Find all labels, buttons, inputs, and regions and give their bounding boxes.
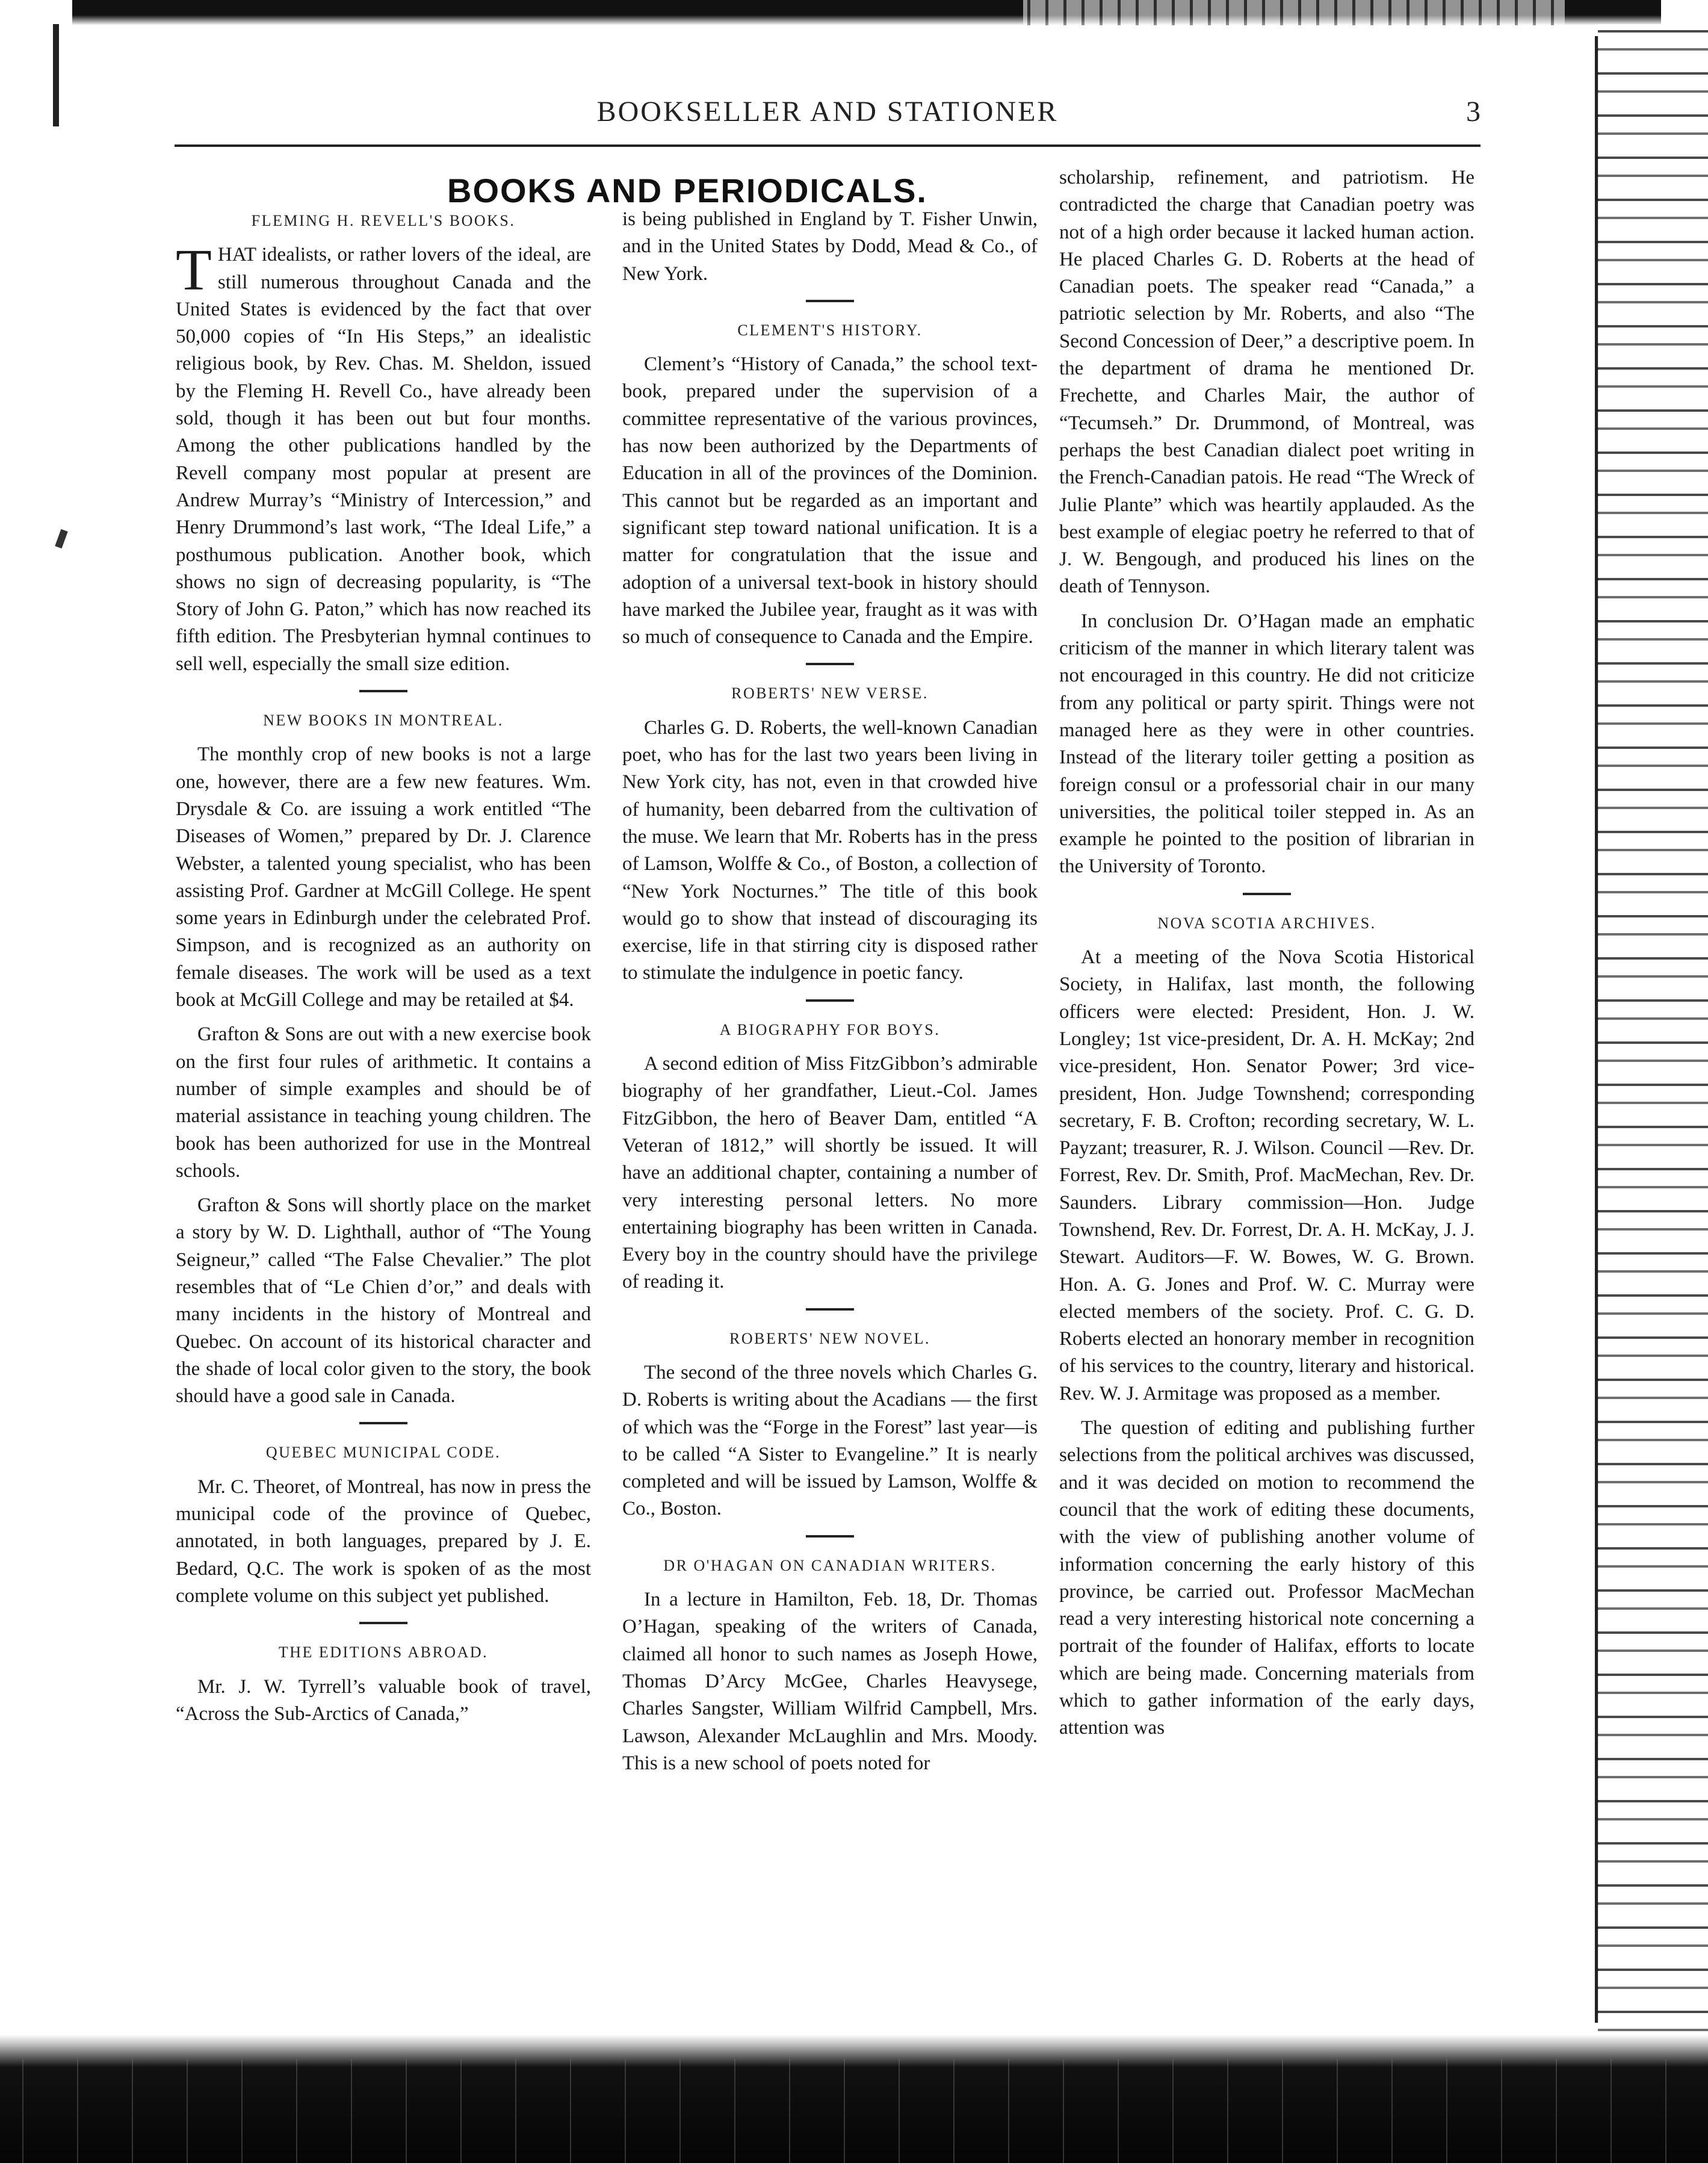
paragraph: A second edition of Miss FitzGibbon’s admirable biography of her grandfather, Lieut.-Col. James FitzGibbon, the hero of Beaver Dam, entitled “A Veteran of 1812,” will shortly be issued. It will have an additional chapter, containing a number of very interesting personal letters. No more entertaining biography has been written in Canada. Every boy in the country should have the privilege of reading it. bbox=[622, 1053, 1038, 1293]
paragraph: In conclusion Dr. O’Hagan made an emphatic criticism of the manner in which literary talent was not encouraged in this country. He did not criticize from any political or party spirit. Things were not managed here as they were in other countries. Instead of the literary toiler getting a position as foreign consul or a professorial chair in our many universities, the political toiler stepped in. As an example he pointed to the position of librarian in the University of Toronto. bbox=[1059, 610, 1474, 878]
section-divider bbox=[806, 1308, 854, 1311]
section-heading: ROBERTS' NEW NOVEL. bbox=[729, 1329, 930, 1347]
column-3 bbox=[1059, 164, 1474, 1749]
section-heading: NEW BOOKS IN MONTREAL. bbox=[263, 712, 504, 730]
scan-edge-right bbox=[1598, 24, 1708, 2083]
paragraph: The question of editing and publishing further selections from the political archives was discussed, and it was decided on motion to recommend the council that the work of editing these documents, with the view of publishing another volume of information concerning the early history of this province, be carried out. Professor MacMechan read a very interesting historical note concerning a portrait of the founder of Halifax, efforts to locate which are being made. Concerning materials from which to gather information of the early days, attention was bbox=[1059, 1417, 1474, 1739]
paragraph: The monthly crop of new books is not a large one, however, there are a few new features. Wm. Drysdale & Co. are issuing a work entitled “The Diseases of Women,” prepared by Dr. J. Clarence Webster, a talented young specialist, who has been assisting Prof. Gardner at McGill College. He spent some years in Edinburgh under the celebrated Prof. Simpson, and is recognized as an authority on female diseases. The work will be used as a text book at McGill College and may be retailed at $4. bbox=[176, 743, 591, 1011]
paragraph: Grafton & Sons will shortly place on the market a story by W. D. Lighthall, author of “The Young Seigneur,” called “The False Chevalier.” The plot resembles that of “Le Chien d’or,” and deals with many incidents in the history of Montreal and Quebec. On account of its historical character and the shade of local color given to the story, the book should have a good sale in Canada. bbox=[176, 1194, 591, 1407]
paragraph: Mr. J. W. Tyrrell’s valuable book of travel, “Across the Sub-Arctics of Canada,” bbox=[176, 1675, 591, 1725]
scan-mark-left bbox=[53, 24, 59, 126]
header-rule bbox=[175, 144, 1481, 147]
section-divider bbox=[806, 663, 854, 665]
paragraph-text: HAT idealists, or rather lovers of the ideal, are still numerous throughout Canada and the United States is evidenced by the fact that over 50,000 copies of “In His Steps,” an idealistic religious book, by Rev. Chas. M. Sheldon, issued by the Fleming H. Revell Co., have already been sold, though it has been out but four months. Among the other publications handled by the Revell company most popular at present are Andrew Murray’s “Ministry of Intercession,” and Henry Drummond’s last work, “The Ideal Life,” a posthumous publication. Another book, which shows no sign of decreasing popularity, is “The Story of John G. Paton,” which has now reached its fifth edition. The Presbyterian hymnal continues to sell well, especially the small size edition. bbox=[176, 244, 591, 675]
scan-noise-bottom bbox=[0, 2059, 1708, 2163]
scan-noise-top bbox=[1023, 0, 1565, 25]
paragraph: scholarship, refinement, and patriotism. He contradicted the charge that Canadian poetry was not of a high order because it lacked human action. He placed Charles G. D. Roberts at the head of Canadian poets. The speaker read “Canada,” a patriotic selection by Mr. Roberts, and also “The Second Concession of Deer,” a descriptive poem. In the department of drama he mentioned Dr. Frechette, and Charles Mair, the author of “Tecumseh.” Dr. Drummond, of Montreal, was perhaps the best Canadian dialect poet writing in the French-Canadian patois. He read “The Wreck of Julie Plante” which was heartily applauded. As the best example of elegiac poetry he referred to that of J. W. Bengough, and produced his lines on the death of Tennyson. bbox=[1059, 167, 1474, 598]
paragraph: Grafton & Sons are out with a new exercise book on the first four rules of arithmetic. It contains a number of simple examples and should be of material assistance in teaching young children. The book has been authorized for use in the Montreal schools. bbox=[176, 1023, 591, 1182]
section-heading: A BIOGRAPHY FOR BOYS. bbox=[719, 1020, 941, 1038]
section-heading: NOVA SCOTIA ARCHIVES. bbox=[1157, 914, 1376, 932]
paragraph: Mr. C. Theoret, of Montreal, has now in press the municipal code of the province of Quebec, annotated, in both languages, prepared by J. E. Bedard, Q.C. The work is spoken of as the most complete volume on this subject yet published. bbox=[176, 1476, 591, 1607]
section-divider bbox=[359, 690, 407, 692]
section-heading: QUEBEC MUNICIPAL CODE. bbox=[265, 1444, 501, 1462]
page-number: 3 bbox=[1466, 96, 1481, 128]
paragraph: Charles G. D. Roberts, the well-known Canadian poet, who has for the last two years been living in New York city, has not, even in that crowded hive of humanity, been debarred from the cultivation of the muse. We learn that Mr. Roberts has in the press of Lamson, Wolffe & Co., of Boston, a collection of “New York Nocturnes.” The title of this book would go to show that instead of discouraging its exercise, life in that stirring city is disposed rather to stimulate the indulgence in poetic fancy. bbox=[622, 716, 1038, 984]
paragraph: is being published in England by T. Fisher Unwin, and in the United States by Dodd, Mead & Co., of New York. bbox=[622, 208, 1038, 285]
section-heading: FLEMING H. REVELL'S BOOKS. bbox=[251, 212, 516, 229]
column-1 bbox=[176, 206, 591, 1735]
section-divider bbox=[359, 1422, 407, 1424]
paragraph: At a meeting of the Nova Scotia Historical Society, in Halifax, last month, the following officers were elected: President, Hon. J. W. Longley; 1st vice-president, Dr. A. H. McKay; 2nd vice-president, Hon. Senator Power; 3rd vice-president, Hon. Judge Townshend; corresponding secretary, F. B. Crofton; recording secretary, W. L. Payzant; treasurer, R. J. Wilson. Council —Rev. Dr. Forrest, Rev. Dr. Smith, Prof. MacMechan, Rev. Dr. Saunders. Library commission—Hon. Judge Townshend, Rev. Dr. Forrest, Dr. A. H. McKay, J. J. Stewart. Auditors—F. W. Bowes, W. G. Brown. Hon. A. G. Jones and Prof. W. C. Murray were elected members of the society. Prof. C. G. D. Roberts elected an honorary member in recognition of his services to the country, literary and historical. Rev. W. J. Armitage was proposed as a member. bbox=[1059, 946, 1474, 1404]
column-2 bbox=[622, 206, 1038, 1784]
page-title: BOOKS AND PERIODICALS. bbox=[447, 172, 927, 209]
paragraph: Clement’s “History of Canada,” the school text-book, prepared under the supervision of a committee representative of the various provinces, has now been authorized by the Departments of Education in all of the provinces of the Dominion. This cannot but be regarded as an important and significant step toward national unification. It is a matter for congratulation that the issue and adoption of a universal text-book in history should have marked the Jubilee year, fraught as it was with so much of consequence to Canada and the Empire. bbox=[622, 353, 1038, 648]
section-heading: ROBERTS' NEW VERSE. bbox=[731, 684, 929, 703]
running-head: BOOKSELLER AND STATIONER bbox=[596, 96, 1059, 128]
section-divider bbox=[806, 1535, 854, 1538]
section-heading: CLEMENT'S HISTORY. bbox=[737, 321, 923, 339]
section-divider bbox=[1243, 893, 1291, 895]
section-divider bbox=[359, 1622, 407, 1624]
paragraph: In a lecture in Hamilton, Feb. 18, Dr. Thomas O’Hagan, speaking of the writers of Canada, claimed all honor to such names as Joseph Howe, Thomas D’Arcy McGee, Charles Heavysege, Charles Sangster, William Wilfrid Campbell, Mrs. Lawson, Alexander McLaughlin and Mrs. Moody. This is a new school of poets noted for bbox=[622, 1589, 1038, 1774]
section-divider bbox=[806, 999, 854, 1002]
drop-cap: T bbox=[176, 238, 212, 303]
paragraph: The second of the three novels which Charles G. D. Roberts is writing about the Acadians — the first of which was the “Forge in the Forest” last year—is to be called “A Sister to Evangeline.” It is nearly completed and will be issued by Lamson, Wolffe & Co., Boston. bbox=[622, 1361, 1038, 1520]
section-heading: DR O'HAGAN ON CANADIAN WRITERS. bbox=[663, 1556, 997, 1574]
page-header bbox=[175, 95, 1481, 149]
paragraph bbox=[176, 238, 591, 678]
section-heading: THE EDITIONS ABROAD. bbox=[278, 1643, 489, 1662]
section-divider bbox=[806, 300, 854, 302]
scan-mark-left-small bbox=[55, 529, 68, 548]
